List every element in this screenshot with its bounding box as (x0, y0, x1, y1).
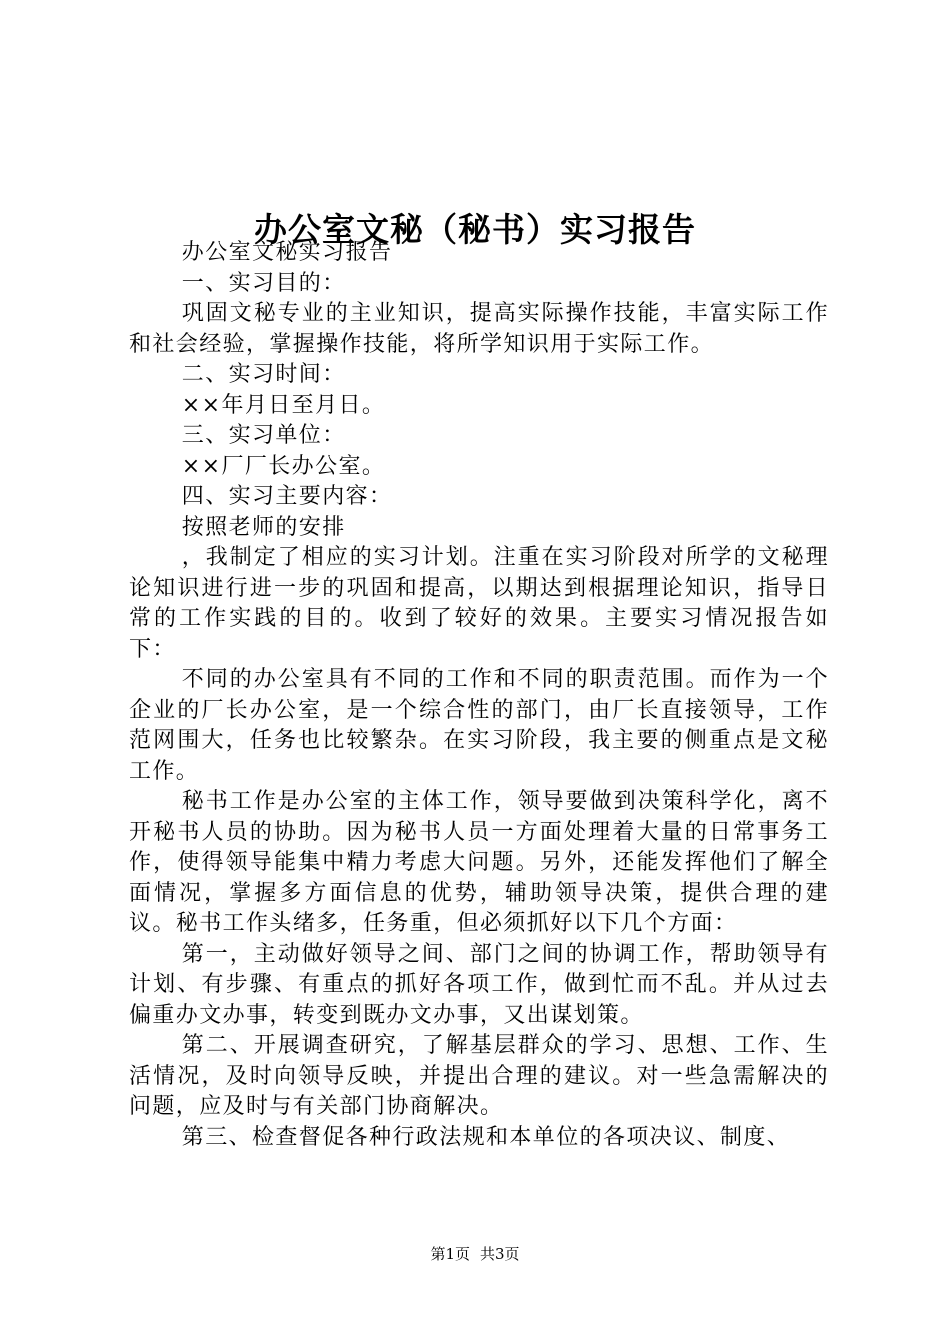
paragraph-heading-purpose: 一、实习目的： (181, 270, 346, 296)
document-title: 办公室文秘（秘书）实习报告 (254, 210, 696, 250)
paragraph-arrangement: 按照老师的安排 (181, 514, 346, 540)
paragraph-secretary-work: 秘书工作是办公室的主体工作，领导要做到决策科学化，离不开秘书人员的协助。因为秘书人员一方面处理着大量的日常事务工作，使得领导能集中精力考虑大问题。另外，还能发挥他们了解全面情况，掌握多方面信息的优势，辅助领导决策，提供合理的建议。秘书工作头绪多，任务重，但必须抓好以下几个方面： (129, 789, 829, 936)
page-total: 共3页 (480, 1245, 520, 1263)
document-body (129, 238, 829, 1153)
paragraph-unit: ××厂厂长办公室。 (181, 453, 386, 479)
page-number: 第1页 (430, 1245, 470, 1263)
paragraph-time: ××年月日至月日。 (181, 392, 386, 418)
page-footer (0, 1244, 950, 1264)
paragraph-heading-time: 二、实习时间： (181, 362, 346, 387)
paragraph-plan: ，我制定了相应的实习计划。注重在实习阶段对所学的文秘理论知识进行进一步的巩固和提高，以期达到根据理论知识，指导日常的工作实践的目的。收到了较好的效果。主要实习情况报告如下： (129, 545, 829, 662)
paragraph-point-two: 第二、开展调查研究，了解基层群众的学习、思想、工作、生活情况，及时向领导反映，并提出合理的建议。对一些急需解决的问题，应及时与有关部门协商解决。 (129, 1033, 829, 1119)
paragraph-office-scope: 不同的办公室具有不同的工作和不同的职责范围。而作为一个企业的厂长办公室，是一个综合性的部门，由厂长直接领导，工作范网围大，任务也比较繁杂。在实习阶段，我主要的侧重点是文秘工作。 (129, 667, 829, 784)
paragraph-heading-content: 四、实习主要内容： (181, 484, 393, 509)
paragraph-subtitle: 办公室文秘实习报告 (181, 240, 393, 265)
paragraph-point-three: 第三、检查督促各种行政法规和本单位的各项决议、制度、 (181, 1124, 791, 1150)
paragraph-heading-unit: 三、实习单位： (181, 423, 346, 448)
paragraph-point-one: 第一，主动做好领导之间、部门之间的协调工作，帮助领导有计划、有步骤、有重点的抓好各项工作，做到忙而不乱。并从过去偏重办文办事，转变到既办文办事，又出谋划策。 (129, 941, 829, 1028)
paragraph-purpose: 巩固文秘专业的主业知识，提高实际操作技能，丰富实际工作和社会经验，掌握操作技能，将所学知识用于实际工作。 (129, 301, 829, 357)
